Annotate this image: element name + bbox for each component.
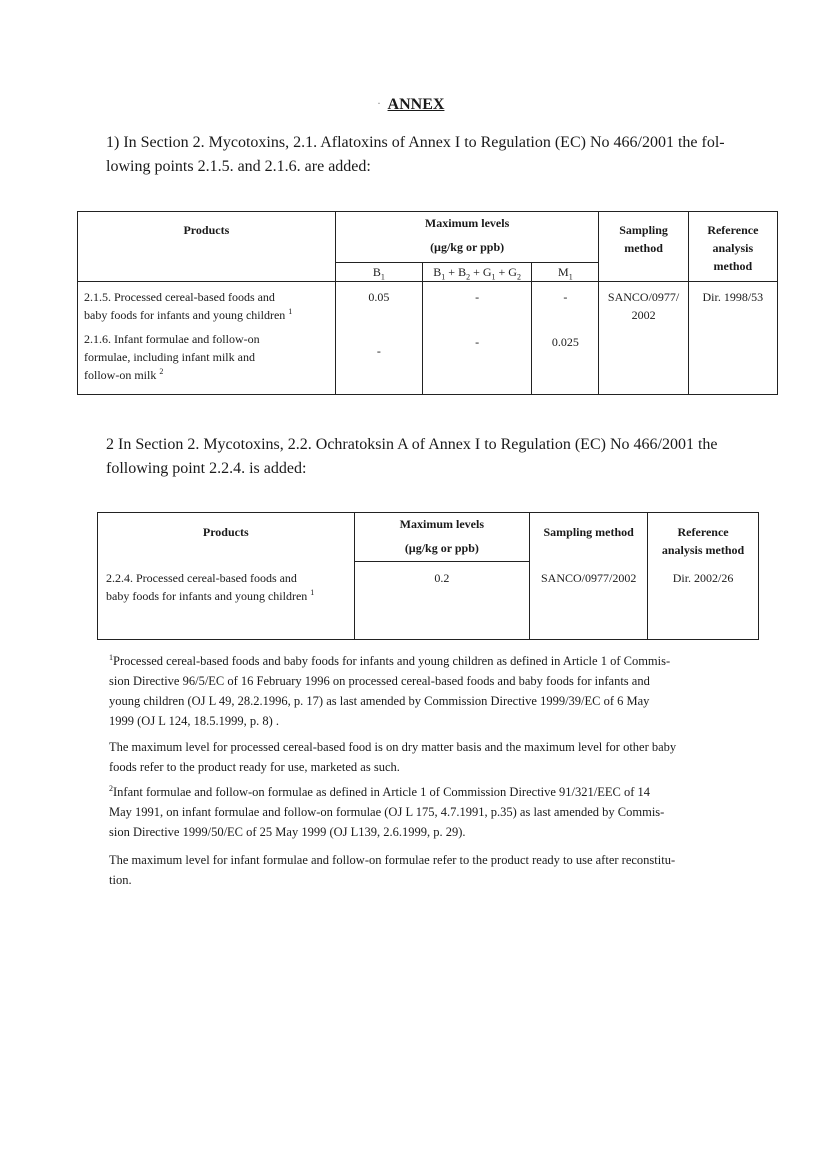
section1-intro [106,131,766,179]
row1-m1: - [532,282,599,328]
note-2: The maximum level for infant formulae and follow-on formulae refer to the product ready to use after reconstitu- tion. [109,853,676,887]
header-max-levels [335,212,599,263]
table-row [78,282,778,328]
row1-sum: - [422,282,531,328]
header-products [78,212,336,282]
row2-sum: - [422,328,531,395]
subheader-b-g-sum: $B_1 + B_2 + G_1 + G_2$ [422,263,531,282]
row1-product: 2.1.5. Processed cereal-based foods and baby foods for infants and young children $^1$ [78,282,336,328]
header-reference-l1: Reference [707,223,759,237]
header-max-levels-label: Maximum levels [424,216,510,230]
header-units: (µg/kg or ppb) [430,240,505,254]
header-sampling [599,212,688,282]
note-1: The maximum level for processed cereal-based food is on dry matter basis and the maximum level for other baby foods refer to the product ready for use, marketed as such. [109,740,677,774]
section2-intro [106,433,766,481]
page-title: ANNEX [387,96,445,113]
row2-product: 2.1.6. Infant formulae and follow-on formulae, including infant milk and follow-on milk $^2$ [78,328,336,395]
t2-header-reference: Reference analysis method [648,513,759,562]
t2-row-max-level: 0.2 [354,562,530,640]
header-reference [688,212,777,282]
aflatoxins-table [77,211,778,395]
row1-sampling: SANCO/0977/ 2002 [599,282,688,395]
header-reference-l2: analysis [712,241,754,255]
t2-row-product: 2.2.4. Processed cereal-based foods and baby foods for infants and young children $^1$ [98,562,355,640]
subheader-m1: $M_1$ [532,263,599,282]
section1-line1: 1) In Section 2. Mycotoxins, 2.1. Aflatoxins of Annex I to Regulation (EC) No 466/2001 the fol- [106,134,725,151]
row1-reference: Dir. 1998/53 [688,282,777,395]
header-sampling-l2: method [624,241,663,255]
row2-b1: - [335,328,422,395]
header-reference-l3: method [713,259,753,273]
section2-line2: following point 2.2.4. is added: [106,460,307,477]
row2-m1: 0.025 [532,328,599,395]
header-products-label: Products [183,223,230,237]
subheader-b1: $B_1$ [335,263,422,282]
t2-header-products: Products [98,513,355,562]
t2-header-sampling: Sampling method [530,513,648,562]
row1-b1: 0.05 [335,282,422,328]
section2-line1: 2 In Section 2. Mycotoxins, 2.2. Ochratoksin A of Annex I to Regulation (EC) No 466/2001 the [106,436,718,453]
table-row [98,562,759,640]
section1-line2: lowing points 2.1.5. and 2.1.6. are added: [106,158,371,175]
ochratoxin-table [97,512,759,640]
title-mark: · [377,96,381,110]
footnote-1: $^1$Processed cereal-based foods and baby foods for infants and young children as defined in Article 1 of Commis- sion Directive 96/5/EC of 16 February 1996 on processed cereal-based foods and baby foods for infants and young children (OJ L 49, 28.2.1996, p. 17) as last amended by Commission Directive 1999/39/EC of 6 May 1999 (OJ L 124, 18.5.1999, p. 8) . [109,652,671,728]
footnote-2: $^2$Infant formulae and follow-on formulae as defined in Article 1 of Commission Directive 91/321/EEC of 14 May 1991, on infant formulae and follow-on formulae (OJ L 175, 4.7.1991, p.35) as last amended by Commis- sion Directive 1999/50/EC of 25 May 1999 (OJ L139, 2.6.1999, p. 29). [109,783,665,839]
header-sampling-l1: Sampling [619,223,668,237]
t2-row-sampling: SANCO/0977/2002 [530,562,648,640]
t2-row-reference: Dir. 2002/26 [648,562,759,640]
t2-header-max-levels: Maximum levels (µg/kg or ppb) [354,513,530,562]
